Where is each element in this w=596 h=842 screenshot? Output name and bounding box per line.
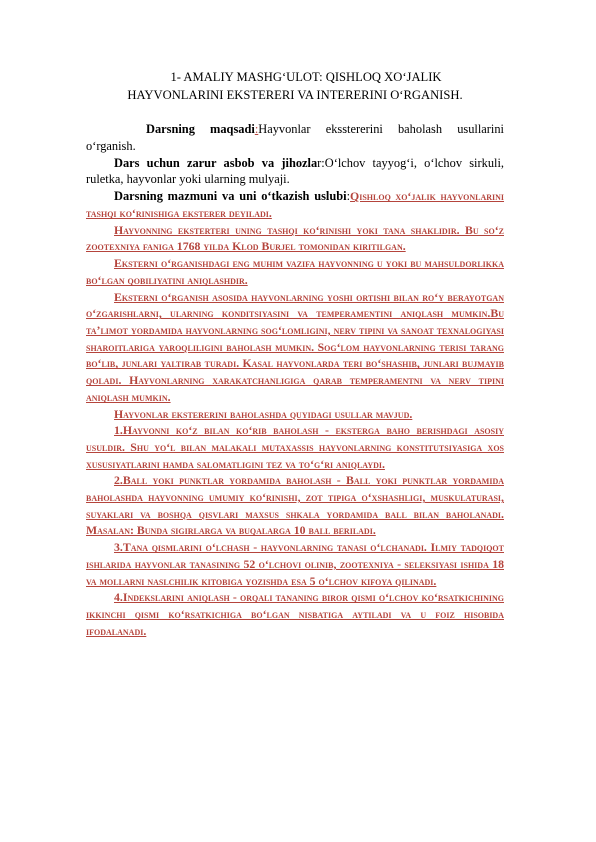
content-label: Darsning mazmuni va uni o‘tkazish uslubi: [114, 189, 347, 204]
aim-text: Hayvonlar eksstererini baholash usullarini o‘rganish.: [86, 122, 504, 153]
paragraph-methods-intro: Hayvonlar ekstererini baholashda quyidagi usullar mavjud.: [114, 406, 413, 421]
paragraph-method-1: 1.Hayvonni ko‘z bilan ko‘rib baholash - eksterga baho berishdagi asosiy usuldir. Shu yo‘l bilan malakali mutaxassis hayvonlarning konstitutsiyasiga xos xususiyatlarini hamda salomatligini tez va to‘g‘ri aniqlaydi.: [86, 423, 504, 471]
paragraph-method-2: 2.Ball yoki punktlar yordamida baholash - Ball yoki punktlar yordamida baholashda hayvonning umumiy ko‘rinishi, zot tipiga o‘xshashligi, muskulaturasi, suyaklari va boshqa qisvlari maxsus shkala yordamida ball bilan baholanadi. Masalan: Bunda sigirlarga va buqalarga 10 ball beriladi.: [86, 473, 504, 538]
content-text: Qishloq xo‘jalik hayvonlarini tashqi ko‘rinishiga eksterer deyiladi.: [86, 189, 505, 220]
document-title: [86, 68, 504, 104]
tools-text: r:O‘lchov tayyog‘i, o‘lchov sirkuli, ruletka, hayvonlar yoki ularning mulyaji.: [86, 155, 505, 187]
title-line-1: 1- AMALIY MASHG‘ULOT: QISHLOQ XO‘JALIK: [170, 70, 442, 84]
title-line-2: HAYVONLARINI EKSTERERI VA INTERERINI O‘RGANISH.: [127, 88, 463, 102]
paragraph-method-3: 3.Tana qismlarini o‘lchash - hayvonlarning tanasi o‘lchanadi. Ilmiy tadqiqot ishlarida hayvonlar tanasining 52 o‘lchovi olinib, zootexniya - seleksiyasi ishida 18 va mollarni naslchilik kitobiga yozishda esa 5 o‘lchov kifoya qilinadi.: [86, 540, 504, 588]
aim-label: Darsning maqsadi: [146, 122, 255, 136]
aim-paragraph: [86, 121, 504, 155]
paragraph-main-task: Eksterni o‘rganishdagi eng muhim vazifa hayvonning u yoki bu mahsuldorlikka bo‘lgan qobiliyatini aniqlashdir.: [86, 256, 504, 287]
content-paragraph: [86, 188, 504, 222]
document-page: [86, 68, 504, 639]
paragraph-study-basis: Eksterni o‘rganish asosida hayvonlarning yoshi ortishi bilan ro‘y berayotgan o‘zgarishlarni, ularning konditsiyasini va temperamentini aniqlash mumkin.Bu ta’limot yordamida hayvonlarning sog‘lomligini, nerv tipini va sanoat texnalogiyasi sharoitlariga yaroqliligini baholash mumkin. Sog‘lom hayvonlarning terisi tarang bo‘lib, junlari yaltirab turadi. Kasal hayvonlarda teri bo‘shashib, junlari bujmayib qoladi. Hayvonlarning xarakatchanligiga qarab temperamentni va nerv tipini aniqlash mumkin.: [86, 289, 504, 404]
aim-colon: :: [254, 122, 259, 136]
tools-label: Dars uchun zarur asbob va jihozla: [114, 155, 318, 170]
content-colon: :: [346, 189, 351, 204]
paragraph-method-4: 4.Indekslarini aniqlash - orqali tananing biror qismi o‘lchov ko‘rsatkichining ikkinchi qismi ko‘rsatkichiga bo‘lgan nisbatiga aytiladi va u foiz hisobida ifodalanadi.: [86, 590, 504, 638]
paragraph-exterior-definition: Hayvonning eksterteri uning tashqi ko‘rinishi yoki tana shaklidir. Bu so‘z zootexniya faniga 1768 yilda Klod Burjel tomonidan kiritilgan.: [86, 222, 504, 254]
tools-paragraph: [86, 155, 504, 189]
